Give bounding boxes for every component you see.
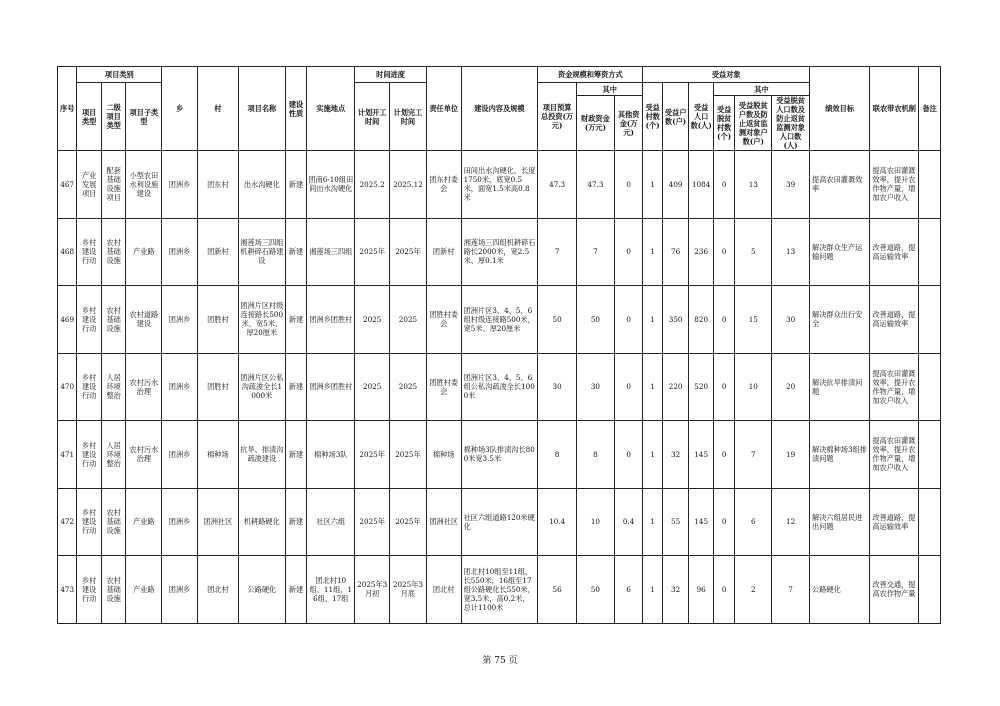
table-row: [58, 151, 941, 219]
cell-type: 产业发展项目: [77, 151, 102, 219]
cell-start: 2025年: [355, 218, 390, 286]
cell-other: 0: [614, 218, 643, 286]
cell-poor-pop: 39: [772, 151, 810, 219]
beneficiary-of-which: 其中: [713, 83, 809, 96]
cell-start: 2025年: [355, 488, 390, 556]
cell-poor-villages: 0: [713, 421, 734, 489]
cell-note: [919, 421, 941, 489]
cell-seq: 467: [58, 151, 77, 219]
cell-end: 2025年: [390, 218, 427, 286]
cell-nature: 新建: [285, 488, 306, 556]
cell-subtype: 产业路: [126, 556, 162, 624]
cell-budget: 56: [538, 556, 577, 624]
cell-mechanism: 提高农田灌溉效率，提升农作物产量，增加农户收入: [870, 151, 919, 219]
cell-content: 团洲片区3、4、5、6组公私沟疏浚全长1000米: [461, 353, 538, 421]
cell-other: 0: [614, 421, 643, 489]
cell-unit: 团新村: [426, 218, 461, 286]
page-number: 第 75 页: [482, 656, 518, 666]
cell-mechanism: 改善交通，提高农作物产量: [870, 556, 919, 624]
cell-ben-pop: 236: [689, 218, 714, 286]
cell-name: 机耕路硬化: [238, 488, 285, 556]
cell-village: 团东村: [197, 151, 238, 219]
cell-nature: 新建: [285, 421, 306, 489]
cell-nature: 新建: [285, 218, 306, 286]
cell-name: 湘莲场三四组机耕碎石路建设: [238, 218, 285, 286]
cell-start: 2025年: [355, 421, 390, 489]
cell-town: 团洲乡: [162, 218, 198, 286]
cell-site: 团洲乡团胜村: [307, 353, 355, 421]
cell-ben-pop: 820: [689, 286, 714, 354]
col-village: 村: [197, 67, 238, 151]
cell-end: 2025: [390, 353, 427, 421]
cell-budget: 10.4: [538, 488, 577, 556]
cell-poor-pop: 7: [772, 556, 810, 624]
col-budget: 项目预算总投资(万元): [538, 83, 577, 151]
cell-town: 团洲乡: [162, 353, 198, 421]
cell-mechanism: 改善道路，提高运输效率: [870, 286, 919, 354]
cell-poor-households: 13: [735, 151, 772, 219]
cell-end: 2025年: [390, 488, 427, 556]
cell-ben-pop: 145: [689, 488, 714, 556]
cell-name: 抗旱、排渍沟疏浚建设: [238, 421, 285, 489]
cell-start: 2025: [355, 353, 390, 421]
col-ben-villages: 受益村数(个): [643, 83, 662, 151]
cell-ben-pop: 96: [689, 556, 714, 624]
col-poor-villages: 受益脱贫村数(个): [713, 96, 734, 151]
cell-ben-households: 55: [662, 488, 689, 556]
cell-fiscal: 7: [577, 218, 615, 286]
col-town: 乡: [162, 67, 198, 151]
cell-unit: 棉种场: [426, 421, 461, 489]
cell-note: [919, 353, 941, 421]
cell-poor-villages: 0: [713, 556, 734, 624]
cell-note: [919, 488, 941, 556]
cell-ben-households: 32: [662, 421, 689, 489]
cell-seq: 468: [58, 218, 77, 286]
cell-type2: 人居环境整治: [101, 353, 126, 421]
cell-note: [919, 286, 941, 354]
cell-village: 团胜村: [197, 286, 238, 354]
col-type2: 二级项目类型: [101, 83, 126, 151]
cell-village: 棉种场: [197, 421, 238, 489]
cell-budget: 7: [538, 218, 577, 286]
cell-content: 社区六组道路120米硬化: [461, 488, 538, 556]
cell-ben-villages: 1: [643, 353, 662, 421]
cell-goal: 解决群众出行安全: [810, 286, 870, 354]
cell-ben-households: 409: [662, 151, 689, 219]
cell-poor-villages: 0: [713, 286, 734, 354]
cell-name: 团洲片区村级连接路长500米，宽5米、厚20厘米: [238, 286, 285, 354]
cell-ben-pop: 520: [689, 353, 714, 421]
cell-site: 棉种场3队: [307, 421, 355, 489]
cell-fiscal: 50: [577, 556, 615, 624]
col-subtype: 项目子类型: [126, 83, 162, 151]
cell-ben-pop: 1084: [689, 151, 714, 219]
cell-start: 2025年3月初: [355, 556, 390, 624]
cell-seq: 469: [58, 286, 77, 354]
cell-poor-households: 15: [735, 286, 772, 354]
cell-poor-households: 6: [735, 488, 772, 556]
cell-village: 团胜村: [197, 353, 238, 421]
cell-name: 团洲片区公私沟疏浚全长1000米: [238, 353, 285, 421]
project-table: [57, 66, 941, 624]
cell-goal: 提高农田灌溉效率: [810, 151, 870, 219]
col-ben-households: 受益户数(户): [662, 83, 689, 151]
col-type: 项目类型: [77, 83, 102, 151]
cell-subtype: 产业路: [126, 218, 162, 286]
cell-note: [919, 556, 941, 624]
cell-other: 0: [614, 286, 643, 354]
table-row: [58, 556, 941, 624]
col-nature: 建设性质: [285, 67, 306, 151]
cell-type: 乡村建设行动: [77, 286, 102, 354]
group-funds: 资金规模和筹资方式: [538, 67, 643, 83]
cell-type: 乡村建设行动: [77, 488, 102, 556]
cell-type: 乡村建设行动: [77, 353, 102, 421]
cell-fiscal: 47.3: [577, 151, 615, 219]
cell-poor-households: 7: [735, 421, 772, 489]
cell-fiscal: 10: [577, 488, 615, 556]
cell-poor-pop: 30: [772, 286, 810, 354]
cell-ben-households: 76: [662, 218, 689, 286]
cell-poor-villages: 0: [713, 353, 734, 421]
col-content: 建设内容及规模: [461, 67, 538, 151]
cell-nature: 新建: [285, 556, 306, 624]
cell-goal: 公路硬化: [810, 556, 870, 624]
cell-name: 出水沟硬化: [238, 151, 285, 219]
cell-poor-households: 5: [735, 218, 772, 286]
cell-content: 棉种场3队排渍沟长800米宽3.5米: [461, 421, 538, 489]
cell-nature: 新建: [285, 286, 306, 354]
cell-fiscal: 50: [577, 286, 615, 354]
cell-other: 6: [614, 556, 643, 624]
cell-type2: 农村基础设施: [101, 556, 126, 624]
cell-poor-households: 2: [735, 556, 772, 624]
cell-end: 2025年: [390, 421, 427, 489]
cell-subtype: 农村道路建设: [126, 286, 162, 354]
cell-content: 团北村10组至11组，长550米，16组至17组公路硬化长550米，宽3.5米，高0.2米，总计1100米: [461, 556, 538, 624]
cell-content: 团洲片区3、4、5、6组村级连接路500米，宽5米、厚20厘米: [461, 286, 538, 354]
cell-nature: 新建: [285, 353, 306, 421]
table-row: [58, 218, 941, 286]
cell-ben-pop: 145: [689, 421, 714, 489]
cell-name: 公路硬化: [238, 556, 285, 624]
cell-type: 乡村建设行动: [77, 556, 102, 624]
col-other: 其他资金(万元): [614, 96, 643, 151]
cell-goal: 解决六组居民进出问题: [810, 488, 870, 556]
cell-goal: 解决群众生产运输问题: [810, 218, 870, 286]
cell-type2: 农村基础设施: [101, 286, 126, 354]
cell-village: 团北村: [197, 556, 238, 624]
cell-poor-villages: 0: [713, 488, 734, 556]
cell-ben-villages: 1: [643, 218, 662, 286]
cell-budget: 8: [538, 421, 577, 489]
cell-site: 湘莲场三四组: [307, 218, 355, 286]
cell-other: 0: [614, 151, 643, 219]
cell-fiscal: 8: [577, 421, 615, 489]
col-end: 计划完工时间: [390, 83, 427, 151]
col-ben-pop: 受益人口数(人): [689, 83, 714, 151]
cell-ben-villages: 1: [643, 286, 662, 354]
cell-nature: 新建: [285, 151, 306, 219]
cell-goal: 解决抗旱排渍问题: [810, 353, 870, 421]
cell-budget: 47.3: [538, 151, 577, 219]
cell-seq: 472: [58, 488, 77, 556]
cell-village: 团洲社区: [197, 488, 238, 556]
cell-fiscal: 30: [577, 353, 615, 421]
cell-goal: 解决棉种场3组排渍问题: [810, 421, 870, 489]
cell-village: 团新村: [197, 218, 238, 286]
cell-budget: 50: [538, 286, 577, 354]
cell-subtype: 农村污水治理: [126, 421, 162, 489]
cell-town: 团洲乡: [162, 488, 198, 556]
cell-start: 2025: [355, 286, 390, 354]
cell-site: 团洲乡团胜村: [307, 286, 355, 354]
cell-ben-villages: 1: [643, 556, 662, 624]
cell-end: 2025: [390, 286, 427, 354]
cell-poor-pop: 13: [772, 218, 810, 286]
cell-start: 2025.2: [355, 151, 390, 219]
cell-other: 0.4: [614, 488, 643, 556]
group-schedule: 时间进度: [355, 67, 427, 83]
cell-type: 乡村建设行动: [77, 218, 102, 286]
cell-unit: 团洲社区: [426, 488, 461, 556]
col-poor-households: 受益脱贫户数及防止返贫监测对象户数(户): [735, 96, 772, 151]
cell-site: 团北村10组、11组、16组、17组: [307, 556, 355, 624]
cell-type2: 配套基础设施项目: [101, 151, 126, 219]
col-fiscal: 财政资金(万元): [577, 96, 615, 151]
cell-poor-villages: 0: [713, 218, 734, 286]
cell-note: [919, 151, 941, 219]
cell-ben-households: 350: [662, 286, 689, 354]
cell-ben-villages: 1: [643, 421, 662, 489]
cell-ben-households: 32: [662, 556, 689, 624]
cell-content: 湘莲场三四组机耕碎石路长2000米，宽2.5米、厚0.1米: [461, 218, 538, 286]
cell-poor-pop: 12: [772, 488, 810, 556]
table-row: [58, 488, 941, 556]
cell-type2: 人居环境整治: [101, 421, 126, 489]
col-seq: 序号: [58, 67, 77, 151]
table-row: [58, 421, 941, 489]
cell-ben-villages: 1: [643, 151, 662, 219]
cell-site: 社区六组: [307, 488, 355, 556]
cell-town: 团洲乡: [162, 151, 198, 219]
cell-type2: 农村基础设施: [101, 218, 126, 286]
group-category: 项目类别: [77, 67, 162, 83]
col-name: 项目名称: [238, 67, 285, 151]
cell-site: 团南6-10组田间出水沟硬化: [307, 151, 355, 219]
cell-mechanism: 改善道路，提高运输效率: [870, 488, 919, 556]
cell-poor-households: 10: [735, 353, 772, 421]
cell-end: 2025.12: [390, 151, 427, 219]
cell-mechanism: 提高农田灌溉效率，提升农作物产量，增加农户收入: [870, 353, 919, 421]
cell-mechanism: 改善道路，提高运输效率: [870, 218, 919, 286]
cell-poor-pop: 20: [772, 353, 810, 421]
group-beneficiary: 受益对象: [643, 67, 810, 83]
cell-town: 团洲乡: [162, 556, 198, 624]
cell-town: 团洲乡: [162, 286, 198, 354]
cell-unit: 团胜村委会: [426, 353, 461, 421]
col-mechanism: 联农带农机制: [870, 67, 919, 151]
cell-content: 田间出水沟硬化，长度1750米，底宽0.5米，面宽1.5米高0.8米: [461, 151, 538, 219]
table-row: [58, 286, 941, 354]
col-site: 实施地点: [307, 67, 355, 151]
cell-note: [919, 218, 941, 286]
cell-ben-households: 220: [662, 353, 689, 421]
cell-budget: 30: [538, 353, 577, 421]
cell-mechanism: 提高农田灌溉效率，提升农作物产量，增加农户收入: [870, 421, 919, 489]
cell-subtype: 小型农田水利设施建设: [126, 151, 162, 219]
col-goal: 绩效目标: [810, 67, 870, 151]
funds-of-which: 其中: [577, 83, 643, 96]
cell-subtype: 农村污水治理: [126, 353, 162, 421]
col-unit: 责任单位: [426, 67, 461, 151]
cell-poor-villages: 0: [713, 151, 734, 219]
cell-seq: 470: [58, 353, 77, 421]
cell-town: 团洲乡: [162, 421, 198, 489]
col-start: 计划开工时间: [355, 83, 390, 151]
cell-ben-villages: 1: [643, 488, 662, 556]
cell-end: 2025年3月底: [390, 556, 427, 624]
cell-type2: 农村基础设施: [101, 488, 126, 556]
cell-subtype: 产业路: [126, 488, 162, 556]
cell-type: 乡村建设行动: [77, 421, 102, 489]
cell-unit: 团东村委会: [426, 151, 461, 219]
cell-other: 0: [614, 353, 643, 421]
table-row: [58, 353, 941, 421]
cell-seq: 473: [58, 556, 77, 624]
cell-unit: 团北村: [426, 556, 461, 624]
cell-unit: 团胜村委会: [426, 286, 461, 354]
col-poor-pop: 受益脱贫人口数及防止返贫监测对象人口数(人): [772, 96, 810, 151]
col-note: 备注: [919, 67, 941, 151]
cell-poor-pop: 19: [772, 421, 810, 489]
cell-seq: 471: [58, 421, 77, 489]
